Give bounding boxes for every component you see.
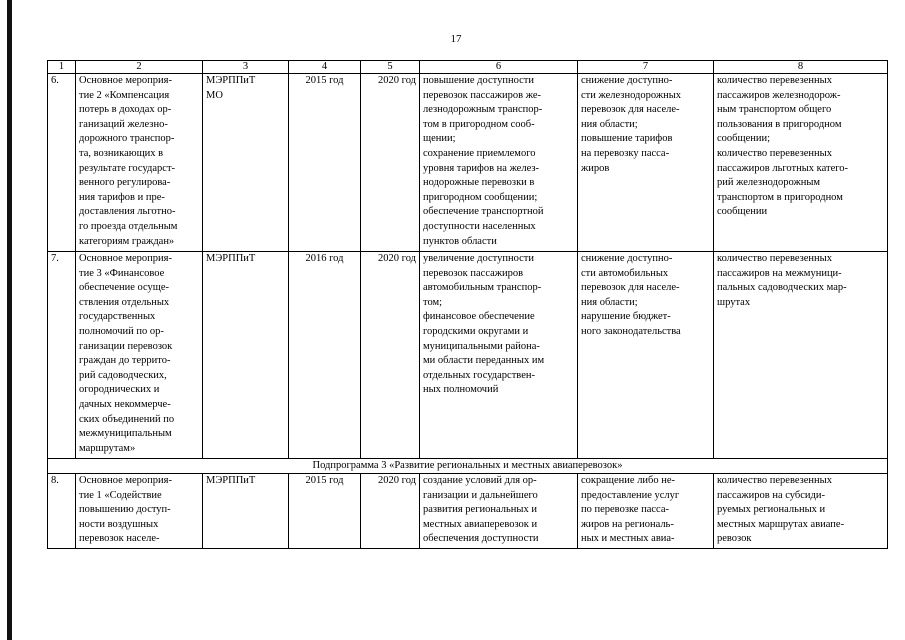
cell-text-line: перевозок населе- [79,533,160,545]
cell-text-line: рий садоводческих, [79,369,167,381]
cell-text-line: доступности населенных [423,220,536,232]
cell-text-line: пассажиров железнодорож- [717,89,841,101]
consequences-cell [578,252,714,459]
cell-text-line: городскими округами и [423,325,529,337]
cell-text-line: нодорожные перевозки в [423,177,535,189]
cell-text-line: потерь в доходах ор- [79,104,172,116]
cell-text-line: ных и местных авиа- [581,533,675,545]
cell-text-line: количество перевезенных [717,147,832,159]
cell-text-line: на перевозку пасса- [581,147,670,159]
cell-text-line: сообщении; [717,133,771,145]
cell-text-line: дачных некоммерче- [79,398,171,410]
cell-text-line: Основное мероприя- [79,75,172,86]
table-row [48,74,888,252]
cell-text-line: Основное мероприя- [79,475,172,486]
expected-results-cell [420,252,578,459]
cell-text-line: межмуниципальным [79,428,172,440]
cell-text-line: создание условий для ор- [423,475,537,486]
cell-text-line: жиров на региональ- [581,518,674,530]
cell-text-line: МЭРППиТ [206,75,256,86]
cell-text-line: го проезда отдельным [79,220,178,232]
cell-text-line: муниципальными района- [423,340,540,352]
cell-text-line: сокращение либо не- [581,475,676,486]
cell-text-line: количество перевезенных [717,75,832,86]
cell-text-line: пригородном сообщении; [423,191,538,203]
cell-text-line: дорожного транспор- [79,133,175,145]
cell-text-line: финансовое обеспечение [423,311,535,323]
table-row [48,252,888,459]
cell-text-line: ния области; [581,296,638,308]
cell-text-line: граждан до террито- [79,355,171,367]
row-number: 8. [48,474,76,549]
end-year-cell: 2020 год [361,74,420,252]
cell-text-line: сти автомобильных [581,267,669,279]
cell-text-line: шрутах [717,296,751,308]
indicators-cell [714,474,888,549]
row-number: 7. [48,252,76,459]
cell-text-line: государственных [79,311,156,323]
cell-text-line: перевозок для населе- [581,104,680,116]
end-year-cell: 2020 год [361,252,420,459]
cell-text-line: повышению доступ- [79,504,171,516]
executor-cell [203,474,289,549]
cell-text-line: венного регулирова- [79,177,171,189]
cell-text-line: результате государст- [79,162,176,174]
table-row [48,474,888,549]
cell-text-line: сохранение приемлемого [423,147,536,159]
cell-text-line: обеспечение транспортной [423,206,544,218]
cell-text-line: ным транспортом общего [717,104,832,116]
event-name-cell [76,252,203,459]
cell-text-line: руемых региональных и [717,504,826,516]
expected-results-cell [420,74,578,252]
cell-text-line: местных авиаперевозок и [423,518,538,530]
cell-text-line: транспортом в пригородном [717,191,843,203]
cell-text-line: та, возникающих в [79,147,164,159]
cell-text-line: ния тарифов и пре- [79,191,165,203]
column-number: 1 [48,61,76,74]
cell-text-line: ганизации и дальнейшего [423,489,538,501]
cell-text-line: ного законодательства [581,325,681,337]
column-number: 2 [76,61,203,74]
cell-text-line: пассажиров на межмуници- [717,267,842,279]
indicators-cell [714,252,888,459]
cell-text-line: рий железнодорожным [717,177,821,189]
cell-text-line: тие 2 «Компенсация [79,89,170,101]
cell-text-line: маршрутам» [79,442,136,454]
cell-text-line: сообщении [717,206,768,218]
start-year-cell: 2015 год [289,474,361,549]
executor-cell [203,74,289,252]
cell-text-line: том в пригородном сооб- [423,118,535,130]
cell-text-line: нарушение бюджет- [581,311,671,323]
cell-text-line: обеспечение осуще- [79,282,170,294]
column-number: 3 [203,61,289,74]
event-name-cell [76,474,203,549]
cell-text-line: ных полномочий [423,384,499,396]
cell-text-line: жиров [581,162,610,174]
consequences-cell [578,474,714,549]
start-year-cell: 2015 год [289,74,361,252]
cell-text-line: тие 1 «Содействие [79,489,162,501]
cell-text-line: пассажиров льготных катего- [717,162,849,174]
cell-text-line: снижение доступно- [581,75,673,86]
expected-results-cell [420,474,578,549]
start-year-cell: 2016 год [289,252,361,459]
cell-text-line: пунктов области [423,235,497,247]
cell-text-line: ских объединений по [79,413,175,425]
cell-text-line: повышение тарифов [581,133,673,145]
row-number: 6. [48,74,76,252]
cell-text-line: уровня тарифов на желез- [423,162,540,174]
cell-text-line: обеспечения доступности [423,533,539,545]
cell-text-line: предоставление услуг [581,489,680,501]
cell-text-line: МО [206,89,223,101]
cell-text-line: количество перевезенных [717,253,832,264]
cell-text-line: ствления отдельных [79,296,170,308]
cell-text-line: Основное мероприя- [79,253,172,264]
cell-text-line: автомобильным транспор- [423,282,542,294]
cell-text-line: лезнодорожным транспор- [423,104,543,116]
cell-text-line: щении; [423,133,456,145]
subprogram-title: Подпрограмма 3 «Развитие региональных и местных авиаперевозок» [48,459,888,474]
cell-text-line: развития региональных и [423,504,537,516]
cell-text-line: перевозок пассажиров же- [423,89,542,101]
cell-text-line: ности воздушных [79,518,159,530]
event-name-cell [76,74,203,252]
column-number: 4 [289,61,361,74]
column-number: 5 [361,61,420,74]
cell-text-line: перевозок для населе- [581,282,680,294]
indicators-cell [714,74,888,252]
cell-text-line: том; [423,296,443,308]
column-number: 7 [578,61,714,74]
cell-text-line: ми области переданных им [423,355,545,367]
consequences-cell [578,74,714,252]
cell-text-line: увеличение доступности [423,253,534,264]
cell-text-line: количество перевезенных [717,475,832,486]
cell-text-line: повышение доступности [423,75,534,86]
program-events-table [47,60,888,549]
column-number: 8 [714,61,888,74]
scan-left-edge [7,0,12,640]
executor-cell [203,252,289,459]
column-number: 6 [420,61,578,74]
cell-text-line: ния области; [581,118,638,130]
end-year-cell: 2020 год [361,474,420,549]
cell-text-line: категориям граждан» [79,235,175,247]
cell-text-line: перевозок пассажиров [423,267,524,279]
cell-text-line: МЭРППиТ [206,253,256,264]
cell-text-line: отдельных государствен- [423,369,535,381]
cell-text-line: огороднических и [79,384,160,396]
cell-text-line: ревозок [717,533,752,545]
subprogram-heading-row [48,459,888,474]
column-number-row [48,61,888,74]
cell-text-line: пользования в пригородном [717,118,842,130]
cell-text-line: пальных садоводческих мар- [717,282,847,294]
cell-text-line: сти железнодорожных [581,89,682,101]
cell-text-line: МЭРППиТ [206,475,256,486]
cell-text-line: тие 3 «Финансовое [79,267,165,279]
cell-text-line: по перевозке пасса- [581,504,669,516]
cell-text-line: пассажиров на субсиди- [717,489,825,501]
cell-text-line: полномочий по ор- [79,325,164,337]
cell-text-line: снижение доступно- [581,253,673,264]
cell-text-line: местных маршрутах авиапе- [717,518,845,530]
cell-text-line: ганизации перевозок [79,340,173,352]
page-number: 17 [450,33,462,45]
cell-text-line: доставления льготно- [79,206,176,218]
cell-text-line: ганизаций железно- [79,118,168,130]
